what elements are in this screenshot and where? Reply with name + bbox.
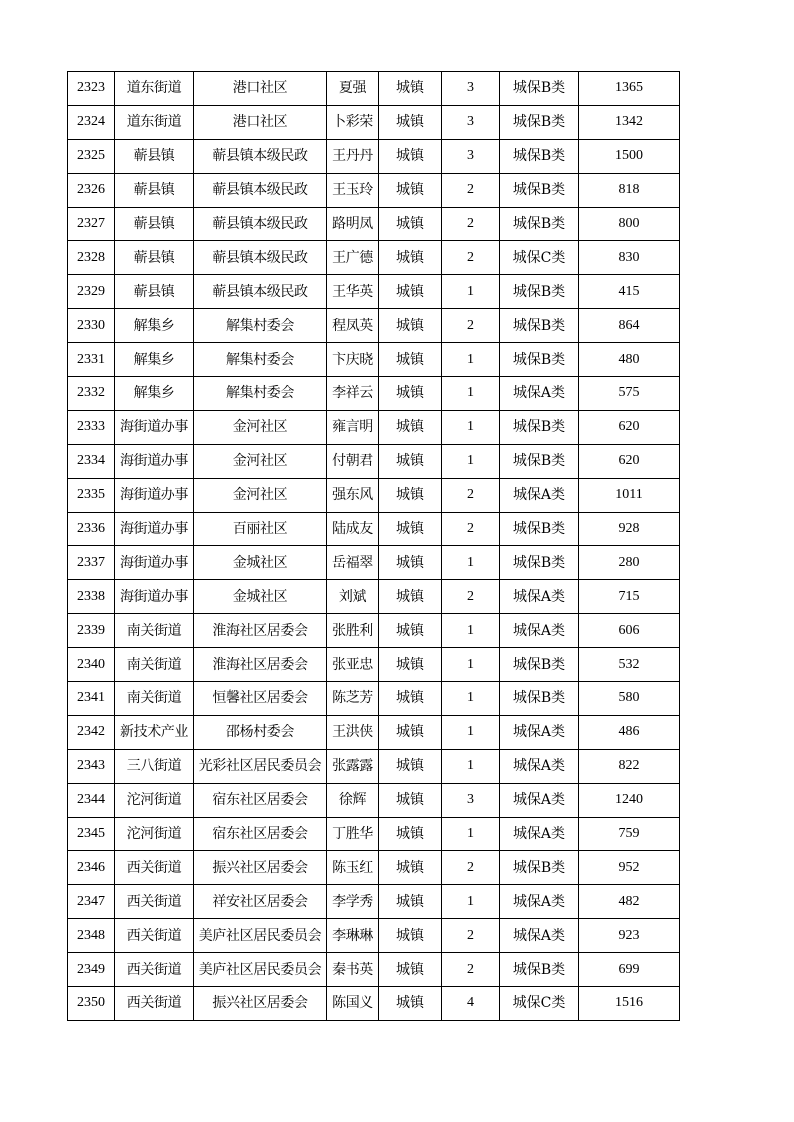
cell-record-number: 2345 [68, 817, 115, 851]
cell-district: 海街道办事 [115, 580, 194, 614]
cell-community-unit: 美庐社区居民委员会 [194, 953, 327, 987]
cell-record-number: 2328 [68, 241, 115, 275]
cell-district: 新技术产业 [115, 715, 194, 749]
cell-assistance-category: 城保A类 [500, 478, 579, 512]
table-row [68, 648, 680, 682]
cell-record-number: 2344 [68, 783, 115, 817]
cell-assistance-category: 城保C类 [500, 241, 579, 275]
table-row [68, 173, 680, 207]
cell-person-name: 王丹丹 [327, 139, 379, 173]
table-body [68, 72, 680, 1021]
cell-community-unit: 港口社区 [194, 72, 327, 106]
cell-assistance-category: 城保B类 [500, 410, 579, 444]
cell-amount: 580 [579, 682, 680, 716]
cell-district: 沱河街道 [115, 817, 194, 851]
table-row [68, 207, 680, 241]
cell-area-type: 城镇 [379, 72, 442, 106]
cell-household-count: 2 [442, 478, 500, 512]
cell-area-type: 城镇 [379, 715, 442, 749]
cell-amount: 1365 [579, 72, 680, 106]
cell-record-number: 2340 [68, 648, 115, 682]
cell-area-type: 城镇 [379, 580, 442, 614]
cell-amount: 830 [579, 241, 680, 275]
cell-household-count: 1 [442, 377, 500, 411]
cell-district: 蕲县镇 [115, 207, 194, 241]
cell-community-unit: 宿东社区居委会 [194, 817, 327, 851]
cell-household-count: 2 [442, 173, 500, 207]
cell-district: 沱河街道 [115, 783, 194, 817]
cell-record-number: 2349 [68, 953, 115, 987]
table-row [68, 377, 680, 411]
cell-amount: 1342 [579, 105, 680, 139]
cell-record-number: 2337 [68, 546, 115, 580]
cell-person-name: 卜彩荣 [327, 105, 379, 139]
cell-person-name: 陈芝芳 [327, 682, 379, 716]
cell-district: 解集乡 [115, 377, 194, 411]
cell-household-count: 2 [442, 851, 500, 885]
cell-household-count: 2 [442, 207, 500, 241]
cell-person-name: 岳福翠 [327, 546, 379, 580]
table-row [68, 614, 680, 648]
cell-person-name: 强东风 [327, 478, 379, 512]
cell-household-count: 2 [442, 953, 500, 987]
cell-amount: 800 [579, 207, 680, 241]
cell-household-count: 3 [442, 139, 500, 173]
cell-household-count: 2 [442, 919, 500, 953]
cell-assistance-category: 城保B类 [500, 139, 579, 173]
cell-household-count: 1 [442, 614, 500, 648]
cell-person-name: 陈国义 [327, 987, 379, 1021]
cell-household-count: 2 [442, 512, 500, 546]
cell-person-name: 张露露 [327, 749, 379, 783]
cell-person-name: 李学秀 [327, 885, 379, 919]
cell-amount: 864 [579, 309, 680, 343]
cell-community-unit: 解集村委会 [194, 309, 327, 343]
cell-district: 海街道办事 [115, 444, 194, 478]
cell-community-unit: 淮海社区居委会 [194, 648, 327, 682]
cell-area-type: 城镇 [379, 173, 442, 207]
cell-amount: 532 [579, 648, 680, 682]
cell-district: 蕲县镇 [115, 241, 194, 275]
cell-household-count: 1 [442, 682, 500, 716]
cell-community-unit: 金河社区 [194, 410, 327, 444]
cell-person-name: 丁胜华 [327, 817, 379, 851]
cell-district: 西关街道 [115, 919, 194, 953]
cell-amount: 822 [579, 749, 680, 783]
table-row [68, 715, 680, 749]
table-row [68, 953, 680, 987]
cell-district: 海街道办事 [115, 512, 194, 546]
cell-record-number: 2338 [68, 580, 115, 614]
cell-district: 海街道办事 [115, 478, 194, 512]
table-row [68, 410, 680, 444]
cell-district: 海街道办事 [115, 546, 194, 580]
cell-person-name: 刘斌 [327, 580, 379, 614]
cell-record-number: 2339 [68, 614, 115, 648]
cell-person-name: 张亚忠 [327, 648, 379, 682]
cell-area-type: 城镇 [379, 783, 442, 817]
cell-area-type: 城镇 [379, 478, 442, 512]
cell-assistance-category: 城保A类 [500, 614, 579, 648]
cell-area-type: 城镇 [379, 207, 442, 241]
cell-community-unit: 恒馨社区居委会 [194, 682, 327, 716]
cell-area-type: 城镇 [379, 377, 442, 411]
cell-district: 三八街道 [115, 749, 194, 783]
cell-district: 解集乡 [115, 343, 194, 377]
cell-amount: 1500 [579, 139, 680, 173]
cell-area-type: 城镇 [379, 614, 442, 648]
cell-district: 西关街道 [115, 953, 194, 987]
cell-assistance-category: 城保B类 [500, 105, 579, 139]
cell-district: 道东街道 [115, 105, 194, 139]
cell-household-count: 1 [442, 817, 500, 851]
cell-community-unit: 祥安社区居委会 [194, 885, 327, 919]
cell-record-number: 2332 [68, 377, 115, 411]
cell-district: 西关街道 [115, 885, 194, 919]
cell-community-unit: 百丽社区 [194, 512, 327, 546]
table-row [68, 478, 680, 512]
cell-amount: 1011 [579, 478, 680, 512]
cell-amount: 620 [579, 444, 680, 478]
cell-record-number: 2326 [68, 173, 115, 207]
table-row [68, 139, 680, 173]
cell-amount: 818 [579, 173, 680, 207]
cell-community-unit: 邵杨村委会 [194, 715, 327, 749]
cell-record-number: 2325 [68, 139, 115, 173]
cell-person-name: 夏强 [327, 72, 379, 106]
cell-household-count: 2 [442, 241, 500, 275]
cell-community-unit: 宿东社区居委会 [194, 783, 327, 817]
cell-community-unit: 振兴社区居委会 [194, 851, 327, 885]
cell-record-number: 2335 [68, 478, 115, 512]
table-row [68, 851, 680, 885]
cell-record-number: 2327 [68, 207, 115, 241]
cell-person-name: 陆成友 [327, 512, 379, 546]
cell-area-type: 城镇 [379, 444, 442, 478]
table-row [68, 72, 680, 106]
table-row [68, 309, 680, 343]
cell-person-name: 王广德 [327, 241, 379, 275]
cell-area-type: 城镇 [379, 885, 442, 919]
cell-amount: 715 [579, 580, 680, 614]
cell-community-unit: 解集村委会 [194, 377, 327, 411]
cell-area-type: 城镇 [379, 105, 442, 139]
cell-district: 蕲县镇 [115, 173, 194, 207]
cell-amount: 486 [579, 715, 680, 749]
cell-area-type: 城镇 [379, 275, 442, 309]
cell-area-type: 城镇 [379, 241, 442, 275]
cell-record-number: 2348 [68, 919, 115, 953]
cell-household-count: 2 [442, 309, 500, 343]
cell-record-number: 2350 [68, 987, 115, 1021]
cell-amount: 480 [579, 343, 680, 377]
cell-record-number: 2343 [68, 749, 115, 783]
cell-area-type: 城镇 [379, 851, 442, 885]
cell-area-type: 城镇 [379, 817, 442, 851]
cell-amount: 280 [579, 546, 680, 580]
table-row [68, 444, 680, 478]
table-row [68, 919, 680, 953]
cell-person-name: 王华英 [327, 275, 379, 309]
cell-assistance-category: 城保A类 [500, 749, 579, 783]
table-row [68, 580, 680, 614]
cell-assistance-category: 城保A类 [500, 377, 579, 411]
cell-assistance-category: 城保B类 [500, 682, 579, 716]
table-row [68, 241, 680, 275]
cell-community-unit: 蕲县镇本级民政 [194, 207, 327, 241]
cell-record-number: 2334 [68, 444, 115, 478]
cell-person-name: 秦书英 [327, 953, 379, 987]
cell-household-count: 1 [442, 410, 500, 444]
cell-assistance-category: 城保C类 [500, 987, 579, 1021]
cell-household-count: 1 [442, 444, 500, 478]
cell-amount: 1240 [579, 783, 680, 817]
cell-record-number: 2333 [68, 410, 115, 444]
cell-assistance-category: 城保B类 [500, 207, 579, 241]
cell-area-type: 城镇 [379, 546, 442, 580]
cell-area-type: 城镇 [379, 343, 442, 377]
cell-record-number: 2329 [68, 275, 115, 309]
cell-district: 海街道办事 [115, 410, 194, 444]
cell-community-unit: 港口社区 [194, 105, 327, 139]
cell-amount: 923 [579, 919, 680, 953]
cell-household-count: 1 [442, 648, 500, 682]
table-row [68, 817, 680, 851]
cell-record-number: 2323 [68, 72, 115, 106]
cell-community-unit: 淮海社区居委会 [194, 614, 327, 648]
cell-record-number: 2341 [68, 682, 115, 716]
cell-assistance-category: 城保B类 [500, 851, 579, 885]
cell-amount: 482 [579, 885, 680, 919]
cell-area-type: 城镇 [379, 953, 442, 987]
cell-record-number: 2336 [68, 512, 115, 546]
cell-amount: 606 [579, 614, 680, 648]
cell-household-count: 1 [442, 749, 500, 783]
cell-assistance-category: 城保B类 [500, 173, 579, 207]
table-row [68, 987, 680, 1021]
cell-district: 南关街道 [115, 614, 194, 648]
cell-amount: 620 [579, 410, 680, 444]
cell-person-name: 徐辉 [327, 783, 379, 817]
table-row [68, 885, 680, 919]
cell-assistance-category: 城保A类 [500, 817, 579, 851]
cell-assistance-category: 城保B类 [500, 546, 579, 580]
cell-assistance-category: 城保A类 [500, 715, 579, 749]
cell-area-type: 城镇 [379, 682, 442, 716]
cell-amount: 575 [579, 377, 680, 411]
relief-roster-table [67, 71, 680, 1021]
cell-amount: 699 [579, 953, 680, 987]
table-row [68, 275, 680, 309]
cell-area-type: 城镇 [379, 919, 442, 953]
cell-household-count: 1 [442, 715, 500, 749]
cell-person-name: 付朝君 [327, 444, 379, 478]
cell-household-count: 3 [442, 72, 500, 106]
cell-household-count: 3 [442, 783, 500, 817]
cell-community-unit: 蕲县镇本级民政 [194, 241, 327, 275]
cell-community-unit: 美庐社区居民委员会 [194, 919, 327, 953]
cell-person-name: 雍言明 [327, 410, 379, 444]
cell-district: 南关街道 [115, 682, 194, 716]
cell-person-name: 卞庆晓 [327, 343, 379, 377]
cell-community-unit: 金城社区 [194, 580, 327, 614]
table-row [68, 343, 680, 377]
cell-household-count: 3 [442, 105, 500, 139]
cell-record-number: 2346 [68, 851, 115, 885]
cell-person-name: 王玉玲 [327, 173, 379, 207]
cell-assistance-category: 城保B类 [500, 648, 579, 682]
table-row [68, 105, 680, 139]
cell-assistance-category: 城保B类 [500, 444, 579, 478]
cell-person-name: 李祥云 [327, 377, 379, 411]
cell-assistance-category: 城保A类 [500, 885, 579, 919]
cell-person-name: 路明凤 [327, 207, 379, 241]
table-row [68, 749, 680, 783]
cell-household-count: 2 [442, 580, 500, 614]
cell-assistance-category: 城保B类 [500, 343, 579, 377]
cell-household-count: 4 [442, 987, 500, 1021]
cell-amount: 1516 [579, 987, 680, 1021]
cell-assistance-category: 城保A类 [500, 783, 579, 817]
cell-household-count: 1 [442, 885, 500, 919]
cell-district: 道东街道 [115, 72, 194, 106]
cell-community-unit: 解集村委会 [194, 343, 327, 377]
cell-record-number: 2324 [68, 105, 115, 139]
cell-assistance-category: 城保B类 [500, 953, 579, 987]
cell-community-unit: 金城社区 [194, 546, 327, 580]
cell-community-unit: 振兴社区居委会 [194, 987, 327, 1021]
cell-area-type: 城镇 [379, 512, 442, 546]
cell-district: 蕲县镇 [115, 139, 194, 173]
cell-community-unit: 光彩社区居民委员会 [194, 749, 327, 783]
cell-person-name: 李琳琳 [327, 919, 379, 953]
cell-area-type: 城镇 [379, 648, 442, 682]
cell-record-number: 2330 [68, 309, 115, 343]
cell-district: 蕲县镇 [115, 275, 194, 309]
cell-area-type: 城镇 [379, 139, 442, 173]
cell-area-type: 城镇 [379, 987, 442, 1021]
cell-assistance-category: 城保B类 [500, 309, 579, 343]
cell-person-name: 程凤英 [327, 309, 379, 343]
table-row [68, 783, 680, 817]
table-row [68, 512, 680, 546]
table-row [68, 682, 680, 716]
cell-record-number: 2331 [68, 343, 115, 377]
cell-assistance-category: 城保B类 [500, 72, 579, 106]
cell-district: 西关街道 [115, 987, 194, 1021]
cell-community-unit: 金河社区 [194, 478, 327, 512]
cell-household-count: 1 [442, 546, 500, 580]
cell-household-count: 1 [442, 343, 500, 377]
cell-person-name: 王洪侠 [327, 715, 379, 749]
cell-area-type: 城镇 [379, 749, 442, 783]
cell-area-type: 城镇 [379, 410, 442, 444]
cell-record-number: 2347 [68, 885, 115, 919]
cell-assistance-category: 城保A类 [500, 919, 579, 953]
cell-household-count: 1 [442, 275, 500, 309]
cell-assistance-category: 城保B类 [500, 275, 579, 309]
cell-assistance-category: 城保A类 [500, 580, 579, 614]
cell-community-unit: 蕲县镇本级民政 [194, 173, 327, 207]
cell-amount: 759 [579, 817, 680, 851]
cell-district: 解集乡 [115, 309, 194, 343]
cell-amount: 928 [579, 512, 680, 546]
cell-area-type: 城镇 [379, 309, 442, 343]
cell-person-name: 陈玉红 [327, 851, 379, 885]
cell-community-unit: 蕲县镇本级民政 [194, 275, 327, 309]
cell-community-unit: 金河社区 [194, 444, 327, 478]
cell-amount: 415 [579, 275, 680, 309]
cell-district: 南关街道 [115, 648, 194, 682]
cell-record-number: 2342 [68, 715, 115, 749]
cell-amount: 952 [579, 851, 680, 885]
cell-district: 西关街道 [115, 851, 194, 885]
cell-community-unit: 蕲县镇本级民政 [194, 139, 327, 173]
table-row [68, 546, 680, 580]
cell-assistance-category: 城保B类 [500, 512, 579, 546]
cell-person-name: 张胜利 [327, 614, 379, 648]
